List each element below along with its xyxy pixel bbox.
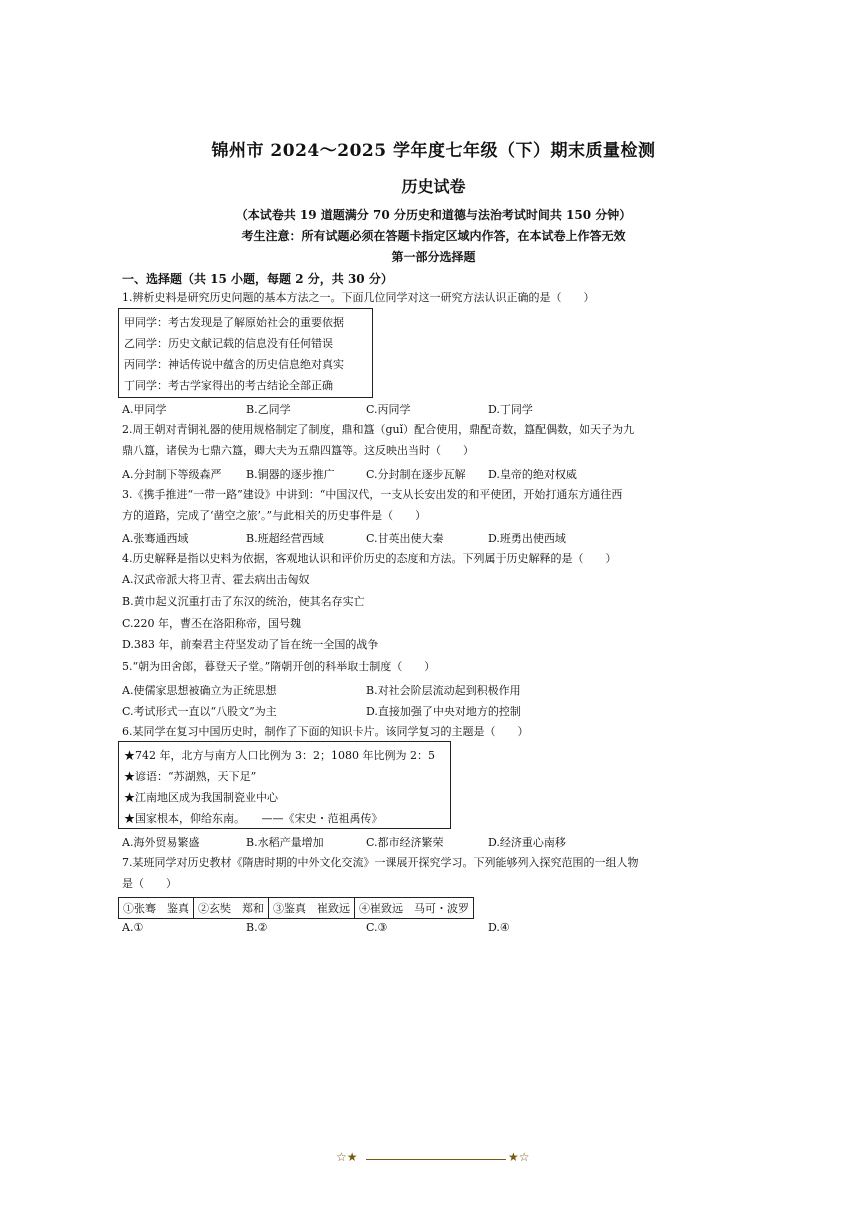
q1-stem: 1.辨析史料是研究历史问题的基本方法之一。下面几位同学对这一研究方法认识正确的是（ ） [122, 291, 595, 304]
q6-option-a[interactable]: A.海外贸易繁盛 [122, 836, 200, 849]
q1-statement: 丙同学：神话传说中蕴含的历史信息绝对真实 [124, 358, 344, 371]
exam-title: 锦州市 2024～2025 学年度七年级（下）期末质量检测 [211, 141, 656, 161]
q3-option-b[interactable]: B.班超经营西域 [246, 532, 324, 545]
q7-group-3: ③鉴真 崔致远 [269, 898, 355, 919]
q7-stem-line1: 7.某班同学对历史教材《隋唐时期的中外文化交流》一课展开探究学习。下列能够列入探究范围的一组人物 [122, 856, 639, 869]
q1-option-a[interactable]: A.甲同学 [122, 403, 167, 416]
q6-stem: 6.某同学在复习中国历史时，制作了下面的知识卡片。该同学复习的主题是（ ） [122, 725, 529, 738]
star-icon: ☆★ [336, 1150, 358, 1164]
q1-statement: 甲同学：考古发现是了解原始社会的重要依据 [124, 316, 344, 329]
q7-option-c[interactable]: C.③ [366, 921, 388, 934]
q2-stem-line1: 2.周王朝对青铜礼器的使用规格制定了制度，鼎和簋（guǐ）配合使用，鼎配奇数，簋配偶数，如天子为九 [122, 423, 635, 436]
q7-choice-table [118, 897, 474, 919]
q4-stem: 4.历史解释是指以史料为依据，客观地认识和评价历史的态度和方法。下列属于历史解释的是（ ） [122, 552, 617, 565]
exam-subtitle: 历史试卷 [401, 177, 466, 196]
exam-instruction: 考生注意：所有试题必须在答题卡指定区域内作答，在本试卷上作答无效 [241, 229, 626, 243]
q2-option-b[interactable]: B.铜器的逐步推广 [246, 468, 335, 481]
q7-option-a[interactable]: A.① [122, 921, 144, 934]
q4-option-a[interactable]: A.汉武帝派大将卫青、霍去病出击匈奴 [122, 573, 310, 586]
q5-stem: 5.“朝为田舍郎，暮登天子堂。”隋朝开创的科举取士制度（ ） [122, 660, 436, 673]
footer-divider [366, 1159, 506, 1160]
q6-option-c[interactable]: C.都市经济繁荣 [366, 836, 444, 849]
q1-statement: 丁同学：考古学家得出的考古结论全部正确 [124, 379, 333, 392]
q5-option-b[interactable]: B.对社会阶层流动起到积极作用 [366, 684, 521, 697]
q6-card-item: ★742 年，北方与南方人口比例为 3：2；1080 年比例为 2：5 [124, 749, 435, 762]
q4-option-b[interactable]: B.黄巾起义沉重打击了东汉的统治，使其名存实亡 [122, 595, 365, 608]
q1-statement-box [118, 308, 373, 398]
q1-option-b[interactable]: B.乙同学 [246, 403, 291, 416]
q3-option-d[interactable]: D.班勇出使西域 [488, 532, 566, 545]
q5-option-d[interactable]: D.直接加强了中央对地方的控制 [366, 705, 521, 718]
q6-card-item: ★国家根本，仰给东南。 ——《宋史・范祖禹传》 [124, 812, 383, 825]
q7-group-1: ①张骞 鉴真 [119, 898, 194, 919]
q5-option-a[interactable]: A.使儒家思想被确立为正统思想 [122, 684, 277, 697]
q6-option-d[interactable]: D.经济重心南移 [488, 836, 566, 849]
q6-card-item: ★谚语：“苏湖熟，天下足” [124, 770, 257, 783]
q4-option-d[interactable]: D.383 年，前秦君主苻坚发动了旨在统一全国的战争 [122, 638, 379, 651]
section-heading: 一、选择题（共 15 小题，每题 2 分，共 30 分） [122, 272, 393, 286]
q1-option-c[interactable]: C.丙同学 [366, 403, 411, 416]
exam-note: （本试卷共 19 道题满分 70 分历史和道德与法治考试时间共 150 分钟） [235, 208, 632, 222]
q6-knowledge-card [118, 741, 451, 829]
q4-option-c[interactable]: C.220 年，曹丕在洛阳称帝，国号魏 [122, 617, 302, 630]
q3-stem-line2: 方的道路，完成了‘凿空之旅’。”与此相关的历史事件是（ ） [122, 509, 427, 522]
q3-stem-line1: 3.《携手推进“一带一路”建设》中讲到：“中国汉代，一支从长安出发的和平使团，开始打通东方通往西 [122, 488, 623, 501]
q3-option-a[interactable]: A.张骞通西域 [122, 532, 189, 545]
q1-statement: 乙同学：历史文献记载的信息没有任何错误 [124, 337, 333, 350]
q2-option-a[interactable]: A.分封制下等级森严 [122, 468, 222, 481]
q6-card-item: ★江南地区成为我国制瓷业中心 [124, 791, 278, 804]
q7-stem-line2: 是（ ） [122, 877, 177, 890]
q5-option-c[interactable]: C.考试形式一直以“八股文”为主 [122, 705, 277, 718]
part-heading: 第一部分选择题 [391, 250, 476, 264]
q1-option-d[interactable]: D.丁同学 [488, 403, 533, 416]
q7-option-d[interactable]: D.④ [488, 921, 510, 934]
q7-option-b[interactable]: B.② [246, 921, 268, 934]
q3-option-c[interactable]: C.甘英出使大秦 [366, 532, 444, 545]
footer-ornament [336, 1150, 532, 1170]
q2-stem-line2: 鼎八簋，诸侯为七鼎六簋，卿大夫为五鼎四簋等。这反映出当时（ ） [122, 444, 474, 457]
q7-group-4: ④崔致远 马可・波罗 [355, 898, 474, 919]
q7-group-2: ②玄奘 郑和 [194, 898, 269, 919]
q6-option-b[interactable]: B.水稻产量增加 [246, 836, 324, 849]
star-icon: ★☆ [508, 1150, 530, 1164]
q2-option-c[interactable]: C.分封制在逐步瓦解 [366, 468, 466, 481]
q2-option-d[interactable]: D.皇帝的绝对权威 [488, 468, 577, 481]
